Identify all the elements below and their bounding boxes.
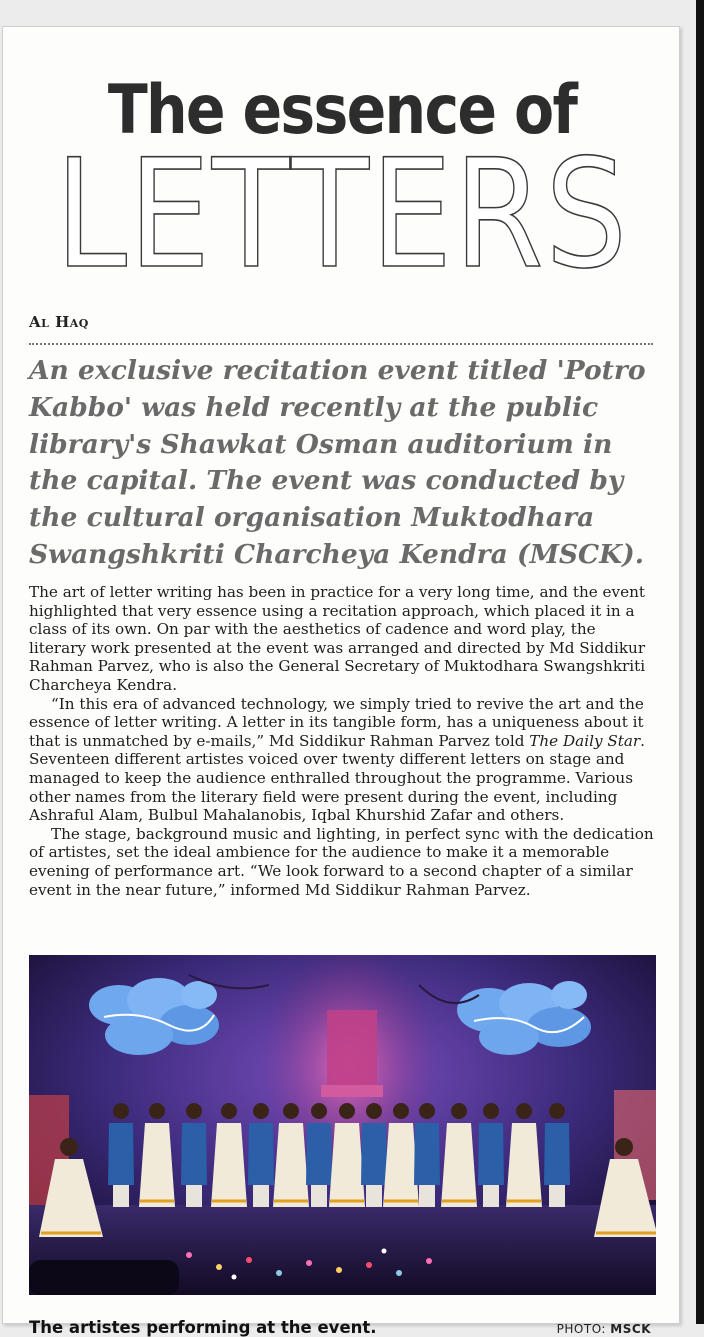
photo-credit-source: MSCK (610, 1322, 651, 1336)
lead-paragraph: An exclusive recitation event titled 'Potro Kabbo' was held recently at the public library's Shawkat Osman auditorium in the capital. The event was conducted by the cultural organisation Muktodhara Swangshkriti Charcheya Kendra (MSCK). (29, 355, 646, 570)
pink-pillar (327, 1010, 377, 1090)
stage-illustration (29, 955, 656, 1295)
body-paragraph-2 (29, 695, 655, 825)
byline: Al Haq (29, 313, 89, 331)
cloud-left (89, 978, 219, 1055)
headline-line1: The essence of (107, 71, 577, 150)
dotted-divider (29, 343, 653, 345)
pillar-cap (321, 1085, 383, 1097)
body-paragraph-2-start: “In this era of advanced technology, we simply tried to revive the art and the essence of letter writing. A letter in its tangible form, has a uniqueness about it that is unmatched by e-mails,” Md Siddikur Rahman Parvez told (29, 694, 644, 750)
body-paragraph-2-end: . Seventeen different artistes voiced over twenty different letters on stage and managed to keep the audience enthralled throughout the programme. Various other names from the literary field were present during the event, including Ashraful Alam, Bulbul Mahalanobis, Iqbal Khurshid Zafar and others. (29, 731, 645, 825)
page-edge (696, 0, 704, 1324)
event-photo (29, 955, 656, 1295)
photo-credit (557, 1322, 651, 1336)
headline-line2: LETTERS (55, 128, 629, 302)
publication-name: The Daily Star (529, 731, 641, 750)
photo-caption: The artistes performing at the event. (29, 1318, 377, 1337)
body-paragraph-1: The art of letter writing has been in practice for a very long time, and the event highlighted that very essence using a recitation approach, which placed it in a class of its own. On par with the aesthetics of cadence and word play, the literary work presented at the event was arranged and directed by Md Siddikur Rahman Parvez, who is also the General Secretary of Muktodhara Swangshkriti Charcheya Kendra. (29, 583, 646, 694)
article-panel (2, 26, 680, 1337)
photo-credit-label: PHOTO: (556, 1322, 606, 1336)
body-paragraph-3: The stage, background music and lighting, in perfect sync with the dedication of artistes, set the ideal ambience for the audience to make it a memorable evening of performance art. “We look forward to a second chapter of a similar event in the near future,” informed Md Siddikur Rahman Parvez. (29, 824, 654, 899)
article-body (29, 583, 655, 899)
speaker-foreground (29, 1260, 179, 1295)
